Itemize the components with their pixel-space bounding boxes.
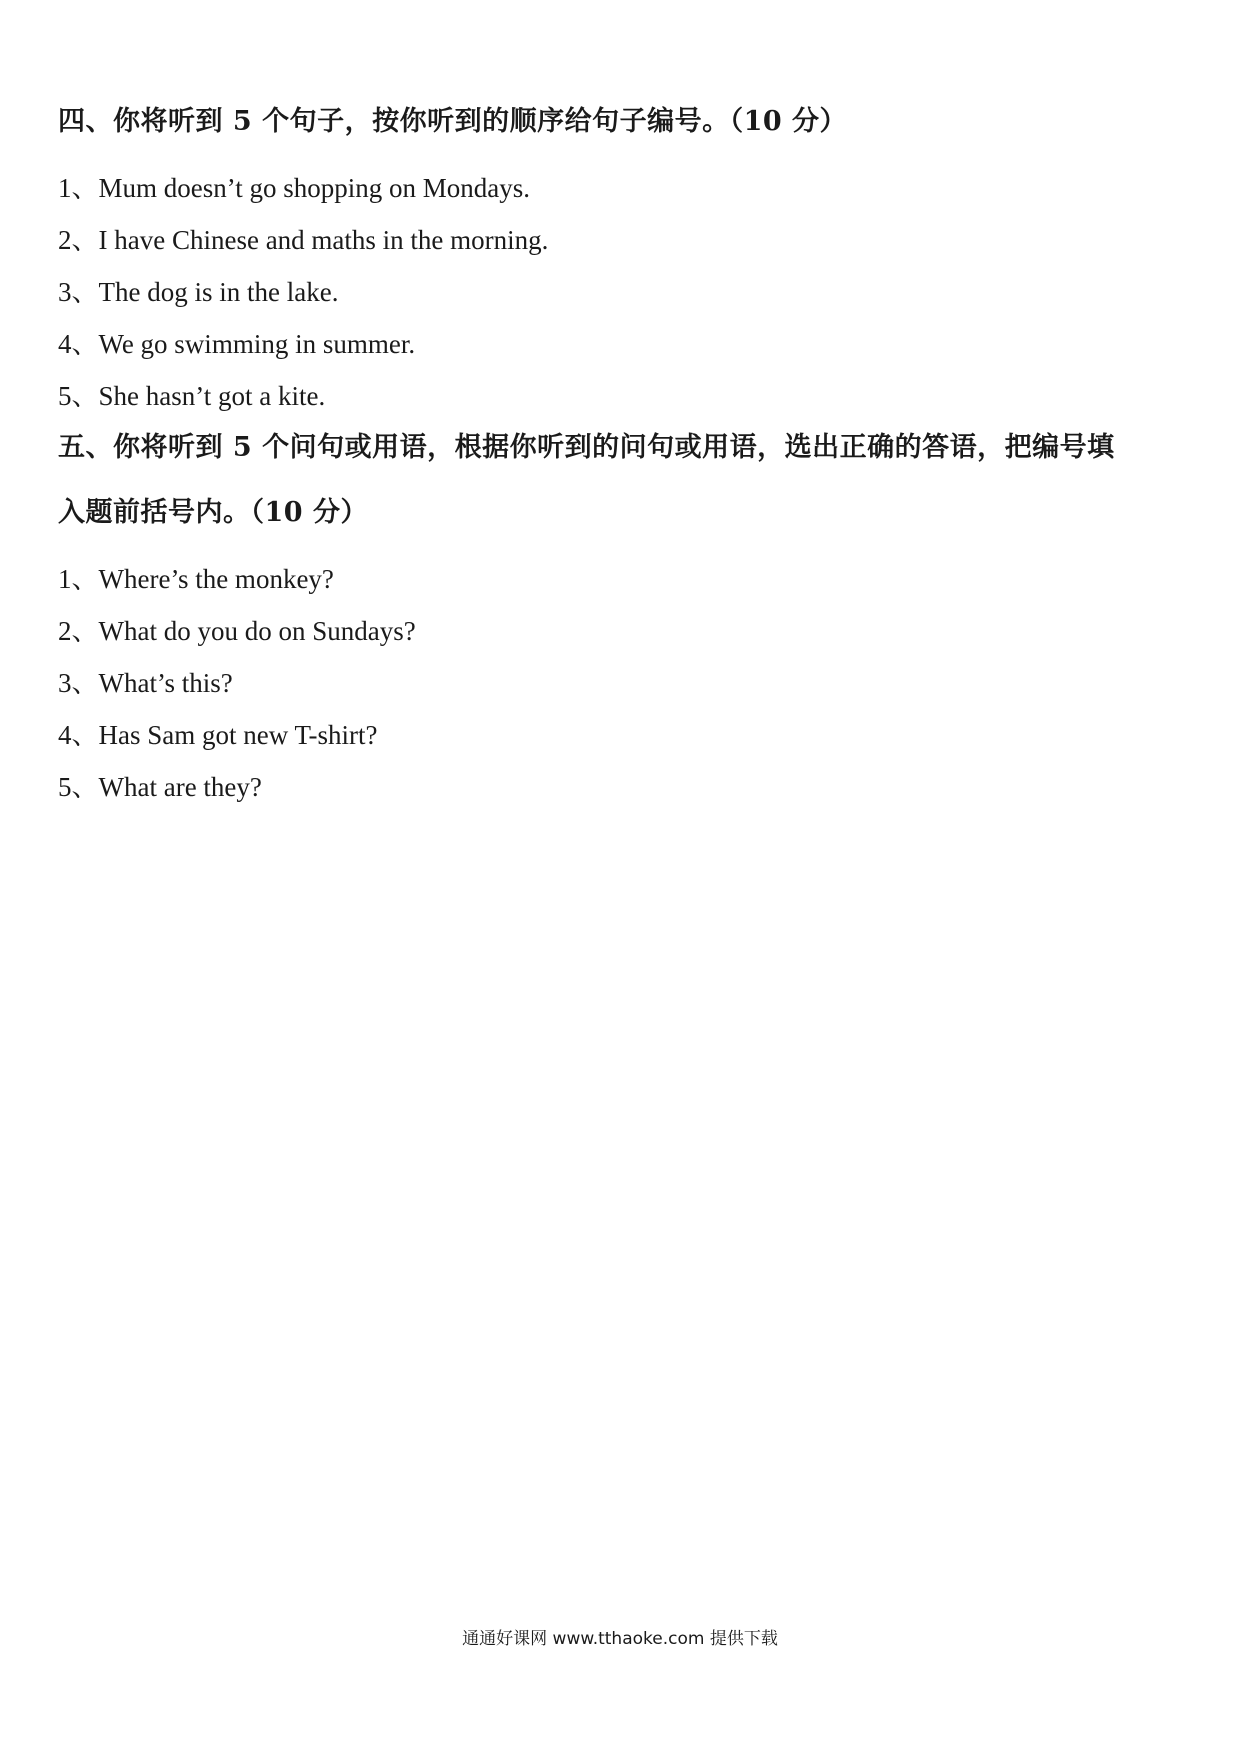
item-number: 3、 [58,668,99,698]
item-number: 4、 [58,720,99,750]
section-5-heading-line-1: 五、你将听到 5 个问句或用语，根据你听到的问句或用语，选出正确的答语，把编号填 [58,432,1115,463]
section-5-heading-line-2: 入题前括号内。（10 分） [58,497,368,528]
item-number: 1、 [58,173,99,203]
item-text: The dog is in the lake. [98,277,339,307]
item-text: Mum doesn’t go shopping on Mondays. [98,173,531,203]
section-4-item-2 [58,224,548,256]
section-4-heading: 四、你将听到 5 个句子，按你听到的顺序给句子编号。（10 分） [58,106,848,137]
section-5-item-3 [58,667,233,699]
section-4-item-5 [58,380,325,412]
section-4-item-1 [58,172,530,204]
item-text: We go swimming in summer. [98,329,416,359]
item-number: 2、 [58,225,99,255]
section-5-item-1 [58,563,334,595]
item-text: What do you do on Sundays? [98,616,416,646]
item-number: 2、 [58,616,99,646]
section-5-item-4 [58,719,377,751]
section-5-item-2 [58,615,416,647]
item-number: 5、 [58,381,99,411]
item-number: 4、 [58,329,99,359]
item-text: What’s this? [98,668,233,698]
item-text: What are they? [98,772,262,802]
item-text: Where’s the monkey? [98,564,334,594]
section-5-item-5 [58,771,262,803]
footer-source-text: 通通好课网 www.tthaoke.com 提供下载 [462,1629,778,1649]
item-number: 5、 [58,772,99,802]
item-text: I have Chinese and maths in the morning. [98,225,549,255]
item-number: 1、 [58,564,99,594]
item-text: Has Sam got new T-shirt? [98,720,378,750]
item-number: 3、 [58,277,99,307]
section-4-item-4 [58,328,415,360]
item-text: She hasn’t got a kite. [98,381,326,411]
section-4-item-3 [58,276,338,308]
